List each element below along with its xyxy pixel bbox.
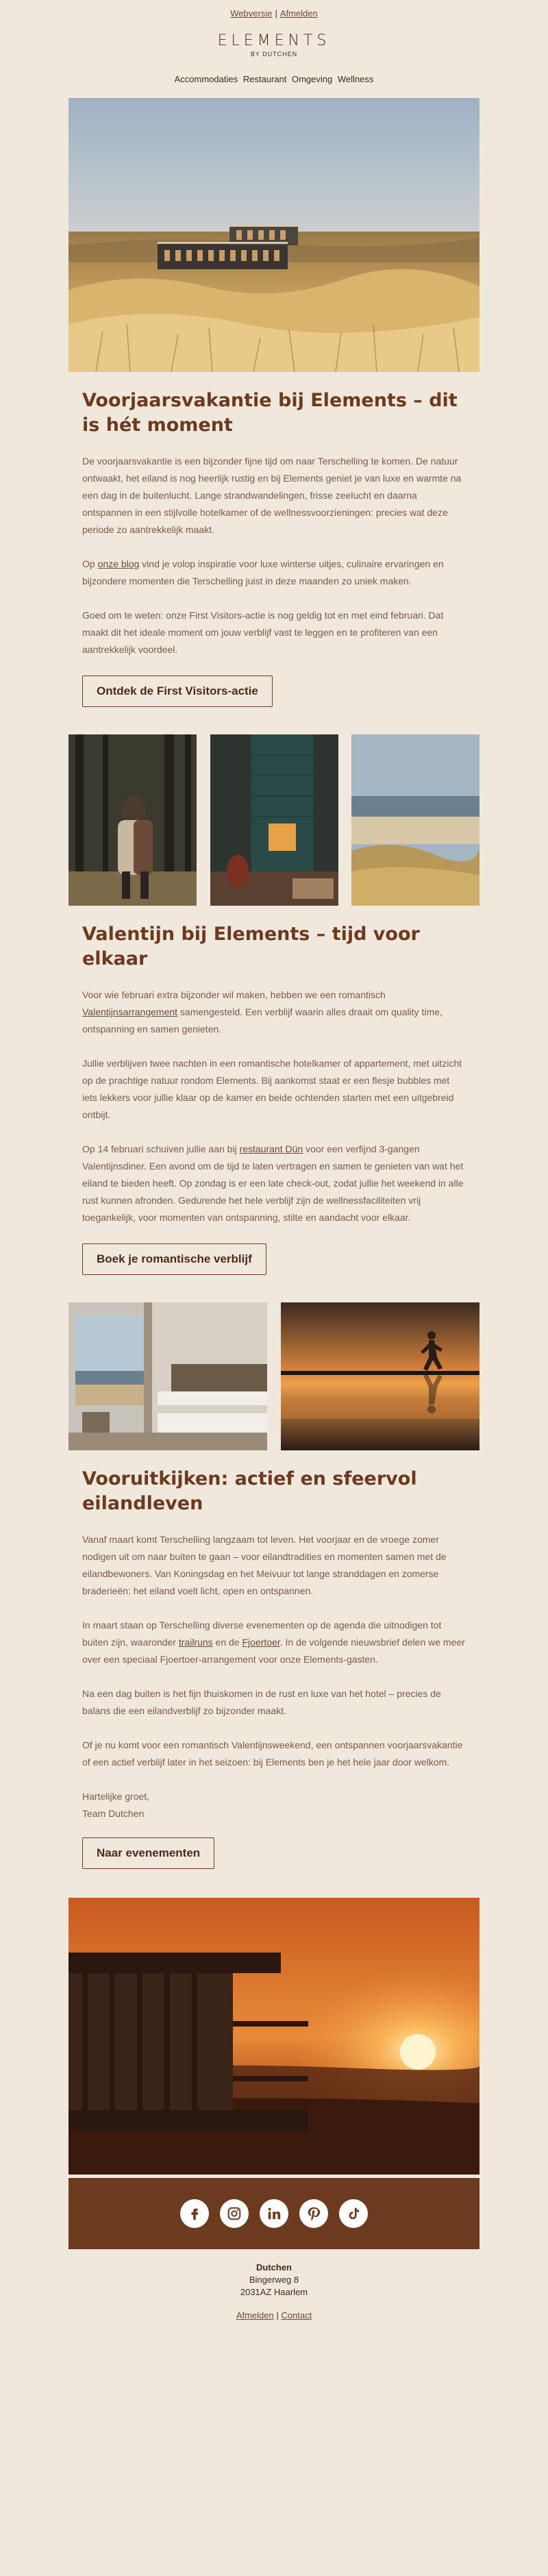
section3-p2-after: . In de volgende nieuwsbrief delen we meer over een speciaal Fjoertoer-arrangement voor onze Elements-gasten. xyxy=(82,1637,465,1665)
hotel-room-image xyxy=(68,1302,267,1450)
nav-restaurant[interactable]: Restaurant xyxy=(242,74,287,84)
nav-omgeving[interactable]: Omgeving xyxy=(291,74,333,84)
section-voorjaarsvakantie xyxy=(68,372,480,707)
valentijnsarrangement-link[interactable]: Valentijnsarrangement xyxy=(82,1006,178,1017)
elements-logo[interactable] xyxy=(0,32,548,58)
nav-wellness[interactable]: Wellness xyxy=(337,74,374,84)
section2-p3-before: Op 14 februari schuiven jullie aan bij xyxy=(82,1143,240,1154)
section3-title: Vooruitkijken: actief en sfeervol eilandleven xyxy=(82,1468,417,1514)
section1-paragraph-2 xyxy=(82,556,466,590)
footer-company: Dutchen xyxy=(256,2262,292,2272)
logo-by: BY DUTCHEN xyxy=(250,51,298,58)
romantic-stay-button[interactable]: Boek je romantische verblijf xyxy=(82,1243,266,1275)
section2-paragraph-1 xyxy=(82,987,466,1038)
sunset-runner-image xyxy=(281,1302,480,1450)
section3-paragraph-3: Na een dag buiten is het fijn thuiskomen in de rust en luxe van het hotel – precies de balans die een eilandverblijf zo bijzonder maakt. xyxy=(82,1688,441,1716)
section-valentijn xyxy=(68,906,480,1275)
lobby-fireplace-image xyxy=(210,734,338,906)
section2-p3-after: voor een verfijnd 3-gangen Valentijnsdiner. Een avond om de tijd te laten vertragen en samen te genieten van wat het eiland te bieden heeft. Op zondag is er een late check-out, zodat jullie het weekend in alle rust kunnen afronden. Gedurende het hele verblijf zijn de wellnessfaciliteiten vrij toegankelijk, voor momenten van ontspanning, stilte en aandacht voor elkaar. xyxy=(82,1143,464,1223)
section2-p1-before: Voor wie februari extra bijzonder wil maken, hebben we een romantisch xyxy=(82,989,386,1000)
section2-title: Valentijn bij Elements – tijd voor elkaar xyxy=(82,924,420,969)
section1-title: Voorjaarsvakantie bij Elements – dit is hét moment xyxy=(82,390,458,436)
image-row-2 xyxy=(68,1302,480,1450)
couple-forest-image xyxy=(68,734,197,906)
section2-p1-after: samengesteld. Een verblijf waarin alles draait om quality time, ontspanning en samen genieten. xyxy=(82,1006,443,1035)
section-vooruitkijken xyxy=(68,1450,480,1869)
social-icons xyxy=(180,2199,368,2228)
first-visitors-button[interactable]: Ontdek de First Visitors-actie xyxy=(82,676,273,707)
onze-blog-link[interactable]: onze blog xyxy=(97,558,140,569)
linkedin-icon[interactable] xyxy=(260,2199,288,2228)
social-bar xyxy=(68,2178,480,2249)
section3-paragraph-2 xyxy=(82,1617,466,1668)
section2-paragraph-2: Jullie verblijven twee nachten in een romantische hotelkamer of appartement, met uitzicht op de prachtige natuur rondom Elements. Bij aankomst staat er een flesje bubbles met iets lekkers voor jullie klaar op de kamer en beide ochtenden starten met een uitgebreid ontbijt. xyxy=(82,1058,462,1120)
sunset-hotel-illustration xyxy=(68,1898,480,2175)
sunset-hotel-image xyxy=(68,1898,480,2178)
section1-p2-before: Op xyxy=(82,558,98,569)
footer-separator: | xyxy=(276,2310,279,2320)
afmelden-link[interactable]: Afmelden xyxy=(279,8,318,18)
image-row-1 xyxy=(68,734,480,906)
section3-p2-mid: en de xyxy=(212,1637,242,1648)
signature-greeting: Hartelijke groet, xyxy=(82,1791,150,1802)
hero-hotel-illustration xyxy=(68,98,480,372)
restaurant-dun-link[interactable]: restaurant Dün xyxy=(239,1143,303,1154)
fjoertoer-link[interactable]: Fjoertoer xyxy=(242,1637,280,1648)
top-separator: | xyxy=(275,8,277,18)
logo-word: ELEMENTS xyxy=(217,32,331,49)
footer-contact-link[interactable]: Contact xyxy=(281,2310,312,2320)
section3-p2-before: In maart staan op Terschelling diverse evenementen op de agenda die uitnodigen tot buiten zijn, waaronder xyxy=(82,1620,442,1648)
footer-city: 2031AZ Haarlem xyxy=(240,2287,308,2297)
footer-street: Bingerweg 8 xyxy=(249,2275,299,2285)
events-button[interactable]: Naar evenementen xyxy=(82,1837,214,1869)
footer-links xyxy=(0,2309,548,2322)
section2-paragraph-3 xyxy=(82,1141,466,1226)
top-links xyxy=(0,0,548,18)
section1-p2-after: vind je volop inspiratie voor luxe winterse uitjes, culinaire ervaringen en bijzondere momenten die Terschelling juist in deze maanden zo uniek maken. xyxy=(82,558,444,586)
pinterest-icon[interactable] xyxy=(299,2199,328,2228)
main-nav xyxy=(0,74,548,84)
beach-dunes-image xyxy=(351,734,480,906)
instagram-icon[interactable] xyxy=(220,2199,249,2228)
section3-paragraph-4: Of je nu komt voor een romantisch Valentijnsweekend, een ontspannen voorjaarsvakantie of een actief verblijf later in het seizoen: bij Elements ben je het hele jaar door welkom. xyxy=(82,1739,463,1768)
section1-paragraph-1: De voorjaarsvakantie is een bijzonder fijne tijd om naar Terschelling te komen. De natuur ontwaakt, het eiland is nog heerlijk rustig en bij Elements geniet je van luxe en warmte na een dag in de buitenlucht. Lange strandwandelingen, frisse zeelucht en daarna ontspannen in een stijlvolle hotelkamer of de wellnessvoorzieningen: precies wat deze periode zo aantrekkelijk maakt. xyxy=(82,456,462,535)
hero-hotel-image xyxy=(68,98,480,372)
webversie-link[interactable]: Webversie xyxy=(230,8,273,18)
facebook-icon[interactable] xyxy=(180,2199,209,2228)
nav-accommodaties[interactable]: Accommodaties xyxy=(174,74,238,84)
tiktok-icon[interactable] xyxy=(339,2199,368,2228)
section1-paragraph-3: Goed om te weten: onze First Visitors-actie is nog geldig tot en met eind februari. Dat maakt dit het ideale moment om jouw verblijf vast te leggen en te profiteren van een aantrekkelijk voordeel. xyxy=(82,610,444,655)
footer xyxy=(0,2262,548,2322)
trailruns-link[interactable]: trailruns xyxy=(178,1637,213,1648)
signature-team: Team Dutchen xyxy=(82,1808,145,1819)
footer-afmelden-link[interactable]: Afmelden xyxy=(236,2310,274,2320)
section3-paragraph-1: Vanaf maart komt Terschelling langzaam tot leven. Het voorjaar en de vroege zomer nodigen uit om naar buiten te gaan – voor eilandtradities en momenten samen met de eilandbewoners. Van Koningsdag en het Meivuur tot lange stranddagen en zomerse braderieën: het eiland voelt licht, open en ontspannen. xyxy=(82,1534,447,1596)
